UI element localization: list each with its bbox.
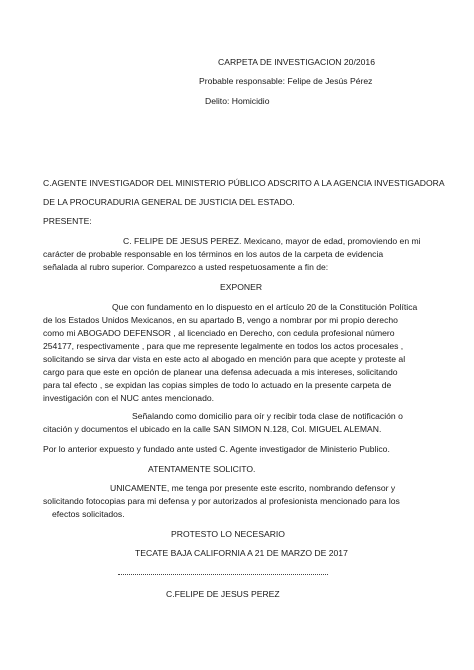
- carpeta-number: CARPETA DE INVESTIGACION 20/2016: [218, 57, 375, 67]
- body4-line-3: efectos solicitados.: [52, 509, 125, 519]
- signer-name: C.FELIPE DE JESUS PEREZ: [166, 589, 280, 599]
- addressee-line-2: DE LA PROCURADURIA GENERAL DE JUSTICIA DEL ESTADO.: [43, 197, 295, 207]
- body2-line-1: Señalando como domicilio para oír y recibir toda clase de notificación o: [132, 411, 403, 421]
- body1-line-7: para tal efecto , se expidan las copias simples de todo lo actuado en la presente carpeta de: [43, 380, 392, 390]
- body1-line-1: Que con fundamento en lo dispuesto en el artículo 20 de la Constitución Política: [112, 302, 418, 312]
- presente-label: PRESENTE:: [43, 216, 92, 226]
- exponer-heading: EXPONER: [220, 282, 263, 292]
- addressee-line-1: C.AGENTE INVESTIGADOR DEL MINISTERIO PÚBLICO ADSCRITO A LA AGENCIA INVESTIGADORA: [43, 178, 445, 188]
- body1-line-4: 254177, respectivamente , para que me represente legalmente en todos los actos procesales ,: [43, 341, 404, 351]
- intro-line-3: señalada al rubro superior. Comparezco a usted respetuosamente a fin de:: [43, 262, 329, 272]
- intro-line-2: carácter de probable responsable en los términos en los autos de la carpeta de evidencia: [43, 249, 384, 259]
- delito: Delito: Homicidio: [205, 96, 270, 106]
- body1-line-8: investigación con el NUC antes mencionado.: [43, 393, 215, 403]
- body1-line-3: como mi ABOGADO DEFENSOR , al licenciado en Derecho, con cedula profesional número: [43, 328, 395, 338]
- protesto-heading: PROTESTO LO NECESARIO: [171, 529, 285, 539]
- place-and-date: TECATE BAJA CALIFORNIA A 21 DE MARZO DE 2017: [135, 548, 348, 558]
- body1-line-2: de los Estados Unidos Mexicanos, en su apartado B, vengo a nombrar por mi propio derecho: [43, 315, 398, 325]
- intro-line-1: C. FELIPE DE JESUS PEREZ. Mexicano, mayor de edad, promoviendo en mi: [123, 236, 421, 246]
- body2-line-2: citación y documentos el ubicado en la calle SAN SIMON N.128, Col. MIGUEL ALEMAN.: [43, 424, 382, 434]
- body1-line-6: cargo para que este en opción de planear una defensa adecuada a mis intereses, solicitando: [43, 367, 398, 377]
- body4-line-1: UNICAMENTE, me tenga por presente este escrito, nombrando defensor y: [110, 483, 396, 493]
- signature-line: [118, 574, 328, 575]
- body3-line: Por lo anterior expuesto y fundado ante usted C. Agente investigador de Ministerio Publico.: [43, 444, 390, 454]
- atentamente-heading: ATENTAMENTE SOLICITO.: [148, 464, 256, 474]
- body4-line-2: solicitando fotocopias para mi defensa y por autorizados al profesionista mencionado para los: [43, 496, 400, 506]
- body1-line-5: solicitando se sirva dar vista en este acto al abogado en mención para que acepte y proteste al: [43, 354, 406, 364]
- probable-responsable: Probable responsable: Felipe de Jesús Pérez: [199, 76, 373, 86]
